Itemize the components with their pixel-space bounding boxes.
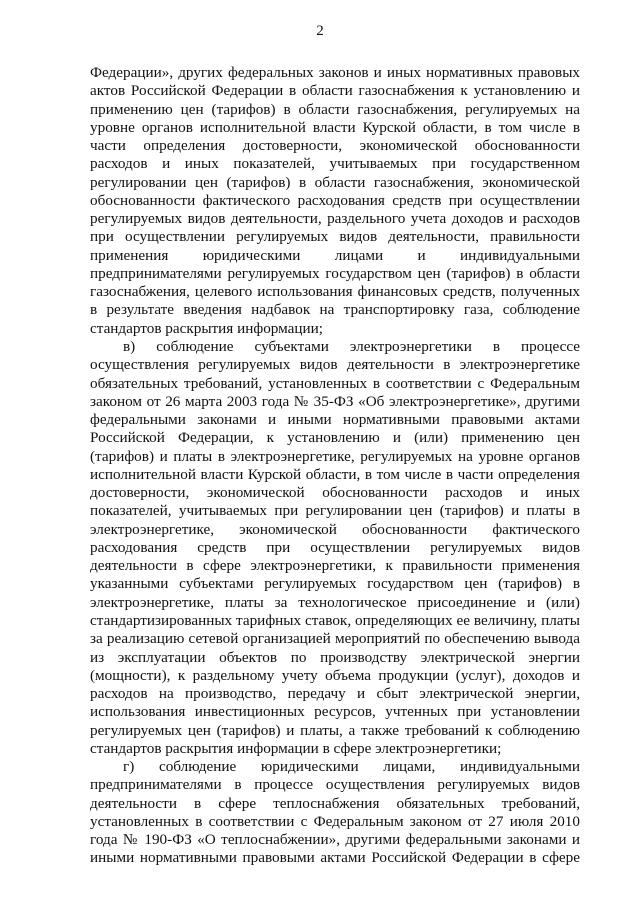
text-line: использования инвестиционных ресурсов, учтенных при установлении bbox=[90, 703, 580, 721]
text-line: показателей, учитываемых при регулировании цен (тарифов) и платы в bbox=[90, 502, 580, 520]
text-line: установленных в соответствии с Федеральным законом от 27 июля 2010 bbox=[90, 812, 580, 830]
text-line: электроэнергетике, платы за технологическое присоединение и (или) bbox=[90, 593, 580, 611]
text-line: (тарифов) и платы в электроэнергетике, регулируемых на уровне органов bbox=[90, 447, 580, 465]
text-line: предпринимателями в процессе осуществления регулируемых видов bbox=[90, 776, 580, 794]
text-line: электроэнергетике, экономической обоснованности фактического bbox=[90, 520, 580, 538]
text-line: предпринимателями регулируемых государством цен (тарифов) в области bbox=[90, 264, 580, 282]
text-line: обоснованности фактического расходования средств при осуществлении bbox=[90, 191, 580, 209]
text-line: Федерации», других федеральных законов и иных нормативных правовых bbox=[90, 64, 580, 81]
text-line: исполнительной власти Курской области, в том числе в части определения bbox=[90, 465, 580, 483]
text-line: стандартов раскрытия информации в сфере электроэнергетики; bbox=[90, 739, 502, 757]
text-line: стандартов раскрытия информации; bbox=[90, 319, 323, 337]
text-line: при осуществлении регулируемых видов деятельности, правильности bbox=[90, 228, 580, 246]
text-line: достоверности, экономической обоснованности расходов и иных bbox=[90, 484, 580, 502]
text-line: уровне органов исполнительной власти Курской области, в том числе в bbox=[90, 118, 580, 136]
text-line: регулируемых цен (тарифов) и платы, а также требований к соблюдению bbox=[90, 721, 580, 739]
text-line: в) соблюдение субъектами электроэнергетики в процессе bbox=[123, 337, 580, 355]
text-line: применения юридическими лицами и индивидуальными bbox=[90, 246, 580, 264]
text-line: федеральными законами и иными нормативными правовыми актами bbox=[90, 411, 580, 429]
text-line: регулируемых видов деятельности, раздельного учета доходов и расходов bbox=[90, 210, 580, 228]
text-line: регулировании цен (тарифов) в области газоснабжения, экономической bbox=[90, 173, 580, 191]
text-line: деятельности в сфере электроэнергетики, к правильности применения bbox=[90, 557, 580, 575]
text-line: газоснабжения, целевого использования финансовых средств, полученных bbox=[90, 283, 580, 301]
text-line: указанными субъектами регулируемых государством цен (тарифов) в bbox=[90, 575, 580, 593]
text-line: деятельности в сфере теплоснабжения обязательных требований, bbox=[90, 794, 580, 812]
text-line: части определения достоверности, экономической обоснованности bbox=[90, 137, 580, 155]
text-line: применению цен (тарифов) в области газоснабжения, регулируемых на bbox=[90, 100, 580, 118]
text-line: законом от 26 марта 2003 года № 35-ФЗ «Об электроэнергетике», другими bbox=[90, 392, 580, 410]
text-line: года № 190-ФЗ «О теплоснабжении», другими федеральными законами и bbox=[90, 831, 580, 849]
body-text bbox=[90, 64, 580, 868]
page-number: 2 bbox=[316, 23, 324, 39]
text-line: (мощности), к раздельному учету объема продукции (услуг), доходов и bbox=[90, 666, 580, 684]
text-line: из эксплуатации объектов по производству электрической энергии bbox=[90, 648, 580, 666]
text-line: расходования средств при осуществлении регулируемых видов bbox=[90, 538, 580, 556]
text-line: актов Российской Федерации в области газоснабжения к установлению и bbox=[90, 82, 580, 100]
text-line: обязательных требований, установленных в соответствии с Федеральным bbox=[90, 374, 580, 392]
text-line: стандартизированных тарифных ставок, определяющих ее величину, платы bbox=[90, 611, 580, 629]
text-line: осуществления регулируемых видов деятельности в электроэнергетике bbox=[90, 356, 580, 374]
text-line: иными нормативными правовыми актами Российской Федерации в сфере bbox=[90, 849, 580, 867]
text-line: г) соблюдение юридическими лицами, индивидуальными bbox=[123, 758, 580, 776]
text-line: Российской Федерации, к установлению и (или) применению цен bbox=[90, 429, 580, 447]
text-line: расходов на производство, передачу и сбыт электрической энергии, bbox=[90, 685, 580, 703]
text-line: за реализацию сетевой организацией мероприятий по обеспечению вывода bbox=[90, 630, 580, 648]
text-line: в результате введения надбавок на транспортировку газа, соблюдение bbox=[90, 301, 580, 319]
text-line: расходов и иных показателей, учитываемых при государственном bbox=[90, 155, 580, 173]
